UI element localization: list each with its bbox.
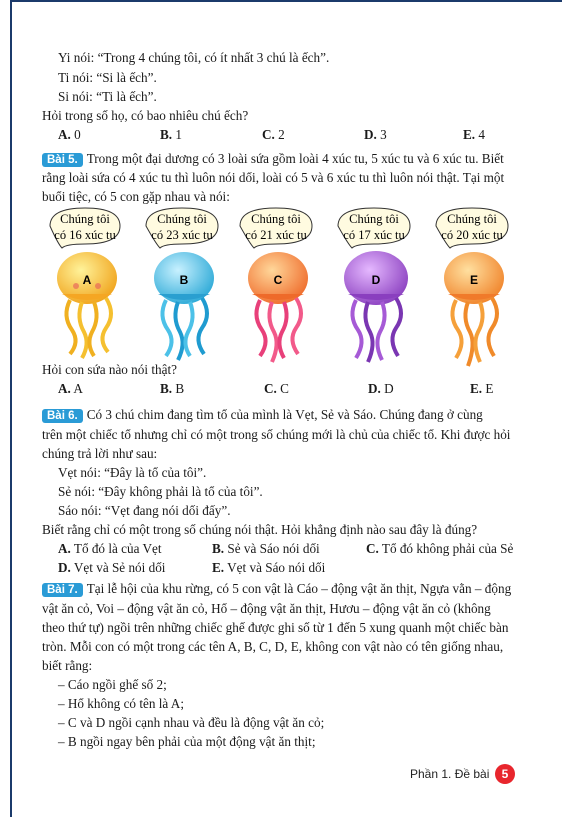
problem-tag-bai5: Bài 5. <box>42 153 83 167</box>
option-e: E. Vẹt và Sáo nói dối <box>212 560 326 575</box>
option-a: A. Tổ đó là của Vẹt <box>58 541 162 556</box>
quote-vet: Vẹt nói: “Đây là tổ của tôi”. <box>58 465 207 480</box>
quote-ti: Ti nói: “Si là ếch”. <box>58 70 157 85</box>
footer-section-label: Phần 1. Đề bài <box>410 767 490 781</box>
svg-text:Chúng tôi: Chúng tôi <box>251 212 301 226</box>
bai5-line2: rằng loài sứa có 4 xúc tu thì luôn nói dối, loài có 5 và 6 xúc tu thì luôn nói thật. Tại một <box>42 170 505 185</box>
option-d: D. 3 <box>364 127 387 142</box>
svg-text:A: A <box>82 273 92 287</box>
condition-2: – Hổ không có tên là A; <box>58 696 184 711</box>
quote-se: Sẻ nói: “Đây không phải là tổ của tôi”. <box>58 484 263 499</box>
option-c: C. C <box>264 381 289 396</box>
svg-text:Chúng tôi: Chúng tôi <box>447 212 497 226</box>
svg-text:có 16 xúc tu: có 16 xúc tu <box>54 228 116 242</box>
option-c: C. 2 <box>262 127 285 142</box>
quote-yi: Yi nói: “Trong 4 chúng tôi, có ít nhất 3 chú là ếch”. <box>58 50 330 65</box>
svg-text:có 23 xúc tu: có 23 xúc tu <box>151 228 213 242</box>
svg-text:Chúng tôi: Chúng tôi <box>349 212 399 226</box>
question-jellyfish: Hỏi con sứa nào nói thật? <box>42 362 177 377</box>
jellyfish-b <box>146 208 218 360</box>
bai7-line4: tròn. Mỗi con có một trong các tên A, B, C, D, E, không con vật nào có tên giống nhau, <box>42 639 504 654</box>
svg-text:có 21 xúc tu: có 21 xúc tu <box>245 228 307 242</box>
problem-tag-bai6: Bài 6. <box>42 409 83 423</box>
bai7-line2: vật ăn cỏ, Voi – động vật ăn cỏ, Hổ – động vật ăn thịt, Hươu – động vật ăn cỏ (không <box>42 601 491 616</box>
svg-text:C: C <box>273 273 283 287</box>
bai7-line5: biết rằng: <box>42 658 93 673</box>
bai6-line3: chúng trả lời như sau: <box>42 446 158 461</box>
svg-text:Chúng tôi: Chúng tôi <box>60 212 110 226</box>
jellyfish-d <box>338 208 410 362</box>
condition-4: – B ngồi ngay bên phải của một động vật ăn thịt; <box>58 734 316 749</box>
condition-1: – Cáo ngồi ghế số 2; <box>58 677 167 692</box>
page-border-top <box>10 0 562 2</box>
question-frogs: Hỏi trong số họ, có bao nhiêu chú ếch? <box>42 108 249 123</box>
option-b: B. Sẻ và Sáo nói dối <box>212 541 320 556</box>
svg-text:có 17 xúc tu: có 17 xúc tu <box>343 228 405 242</box>
svg-text:Chúng tôi: Chúng tôi <box>157 212 207 226</box>
option-b: B. B <box>160 381 185 396</box>
bai6-line2: trên một chiếc tổ nhưng chỉ có một trong số chúng mới là chủ của chiếc tổ. Khi được hỏi <box>42 427 511 442</box>
quote-sao: Sáo nói: “Vẹt đang nói dối đấy”. <box>58 503 231 518</box>
problem-tag-bai7: Bài 7. <box>42 583 83 597</box>
svg-text:E: E <box>469 273 479 287</box>
option-e: E. 4 <box>463 127 485 142</box>
jellyfish-c <box>240 208 312 362</box>
option-a: A. A <box>58 381 83 396</box>
option-e: E. E <box>470 381 494 396</box>
bai6-line1: Bài 6. Có 3 chú chim đang tìm tổ của mình là Vẹt, Sẻ và Sáo. Chúng đang ở cùng <box>42 407 483 423</box>
page-border-left <box>10 0 12 817</box>
page-number-badge: 5 <box>495 764 515 784</box>
svg-text:D: D <box>371 273 381 287</box>
option-b: B. 1 <box>160 127 182 142</box>
quote-si: Si nói: “Ti là ếch”. <box>58 89 157 104</box>
bai5-line1: Bài 5. Trong một đại dương có 3 loài sứa gồm loài 4 xúc tu, 5 xúc tu và 6 xúc tu. Biết <box>42 151 504 167</box>
question-birds: Biết rằng chỉ có một trong số chúng nói thật. Hỏi khẳng định nào sau đây là đúng? <box>42 522 478 537</box>
jellyfish-illustration <box>40 206 520 371</box>
jellyfish-e <box>436 208 508 366</box>
svg-text:có 20 xúc tu: có 20 xúc tu <box>441 228 503 242</box>
option-a: A. 0 <box>58 127 81 142</box>
condition-3: – C và D ngồi cạnh nhau và đều là động vật ăn cỏ; <box>58 715 325 730</box>
bai7-line1: Bài 7. Tại lễ hội của khu rừng, có 5 con vật là Cáo – động vật ăn thịt, Ngựa vằn – động <box>42 581 511 597</box>
option-d: D. D <box>368 381 394 396</box>
option-d: D. Vẹt và Sẻ nói dối <box>58 560 166 575</box>
bai5-line3: buổi tiệc, có 5 con gặp nhau và nói: <box>42 189 230 204</box>
option-c: C. Tổ đó không phải của Sẻ <box>366 541 514 556</box>
jellyfish-a <box>50 208 120 358</box>
svg-text:B: B <box>179 273 189 287</box>
bai7-line3: theo thứ tự) ngồi trên những chiếc ghế được ghi số từ 1 đến 5 xung quanh một chiếc bàn <box>42 620 509 635</box>
